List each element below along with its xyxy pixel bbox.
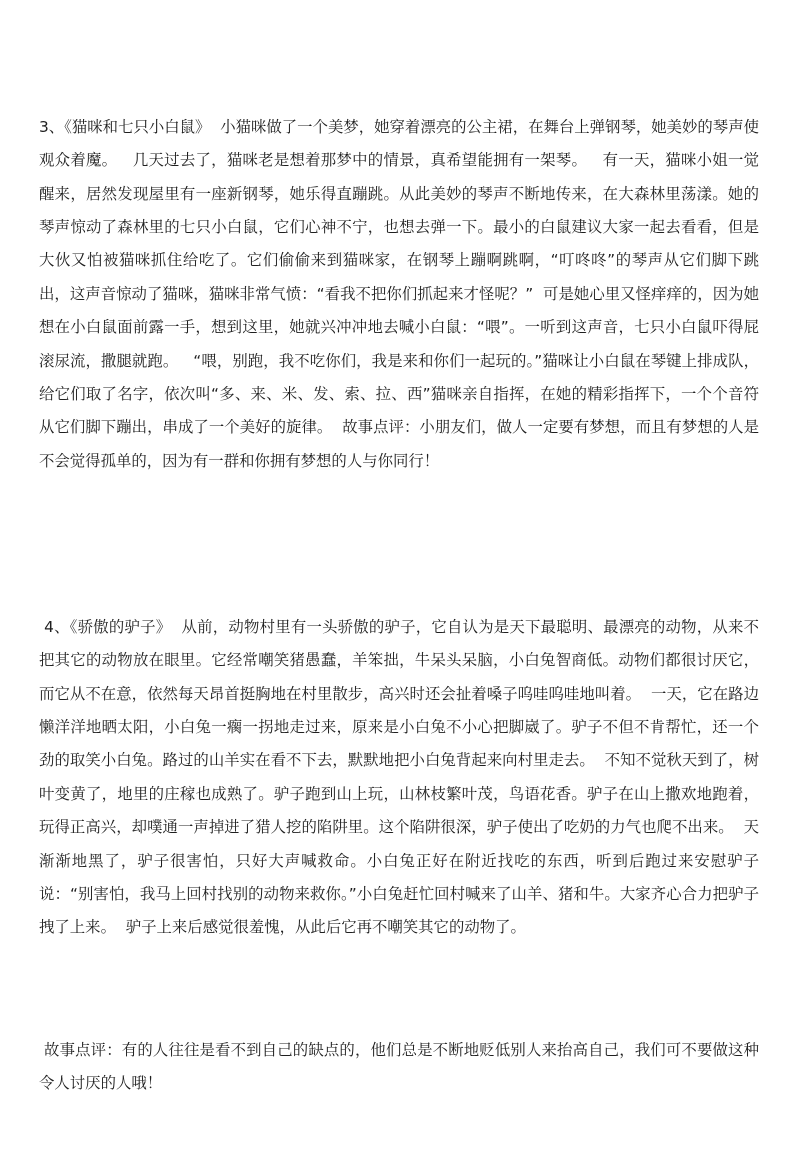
story-4-comment-text: 故事点评：有的人往往是看不到自己的缺点的，他们总是不断地贬低别人来抬高自己，我们可不要做这种令人讨厌的人哦！ [39,1040,759,1093]
story-3-paragraph [39,44,759,545]
story-4-text: 4、《骄傲的驴子》 从前，动物村里有一头骄傲的驴子，它自认为是天下最聪明、最漂亮的动物，从来不把其它的动物放在眼里。它经常嘲笑猪愚蠢，羊笨拙，牛呆头呆脑，小白兔智商低。动物们都很讨厌它，而它从不在意，依然每天昂首挺胸地在村里散步，高兴时还会扯着嗓子呜哇呜哇地叫着。 一天，它在路边懒洋洋地晒太阳，小白兔一瘸一拐地走过来，原来是小白兔不小心把脚崴了。驴子不但不肯帮忙，还一个劲的取笑小白兔。路过的山羊实在看不下去，默默地把小白兔背起来向村里走去。 不知不觉秋天到了，树叶变黄了，地里的庄稼也成熟了。驴子跑到山上玩，山林枝繁叶茂，鸟语花香。驴子在山上撒欢地跑着，玩得正高兴，却噗通一声掉进了猎人挖的陷阱里。这个陷阱很深，驴子使出了吃奶的力气也爬不出来。 天渐渐地黑了，驴子很害怕，只好大声喊救命。小白兔正好在附近找吃的东西，听到后跑过来安慰驴子说：“别害怕，我马上回村找别的动物来救你。”小白兔赶忙回村喊来了山羊、猪和牛。大家齐心合力把驴子拽了上来。 驴子上来后感觉很羞愧，从此后它再不嘲笑其它的动物了。 [39,617,759,937]
story-4-paragraph [39,544,759,1012]
story-3-text: 3、《猫咪和七只小白鼠》 小猫咪做了一个美梦，她穿着漂亮的公主裙，在舞台上弹钢琴，她美妙的琴声使观众着魔。 几天过去了，猫咪老是想着那梦中的情景，真希望能拥有一架琴。 有一天，猫咪小姐一觉醒来，居然发现屋里有一座新钢琴，她乐得直蹦跳。从此美妙的琴声不断地传来，在大森林里荡漾。她的琴声惊动了森林里的七只小白鼠，它们心神不宁，也想去弹一下。最小的白鼠建议大家一起去看看，但是大伙又怕被猫咪抓住给吃了。它们偷偷来到猫咪家，在钢琴上蹦啊跳啊，“叮咚咚”的琴声从它们脚下跳出，这声音惊动了猫咪，猫咪非常气愤：“看我不把你们抓起来才怪呢？” 可是她心里又怪痒痒的，因为她想在小白鼠面前露一手，想到这里，她就兴冲冲地去喊小白鼠：“喂”。一听到这声音，七只小白鼠吓得屁滚尿流，撒腿就跑。 “喂，别跑，我不吃你们，我是来和你们一起玩的。”猫咪让小白鼠在琴键上排成队，给它们取了名字，依次叫“多、来、米、发、索、拉、西”猫咪亲自指挥，在她的精彩指挥下，一个个音符从它们脚下蹦出，串成了一个美好的旋律。 故事点评：小朋友们，做人一定要有梦想，而且有梦想的人是不会觉得孤单的，因为有一群和你拥有梦想的人与你同行！ [39,117,759,470]
story-4-comment-paragraph [39,967,759,1167]
